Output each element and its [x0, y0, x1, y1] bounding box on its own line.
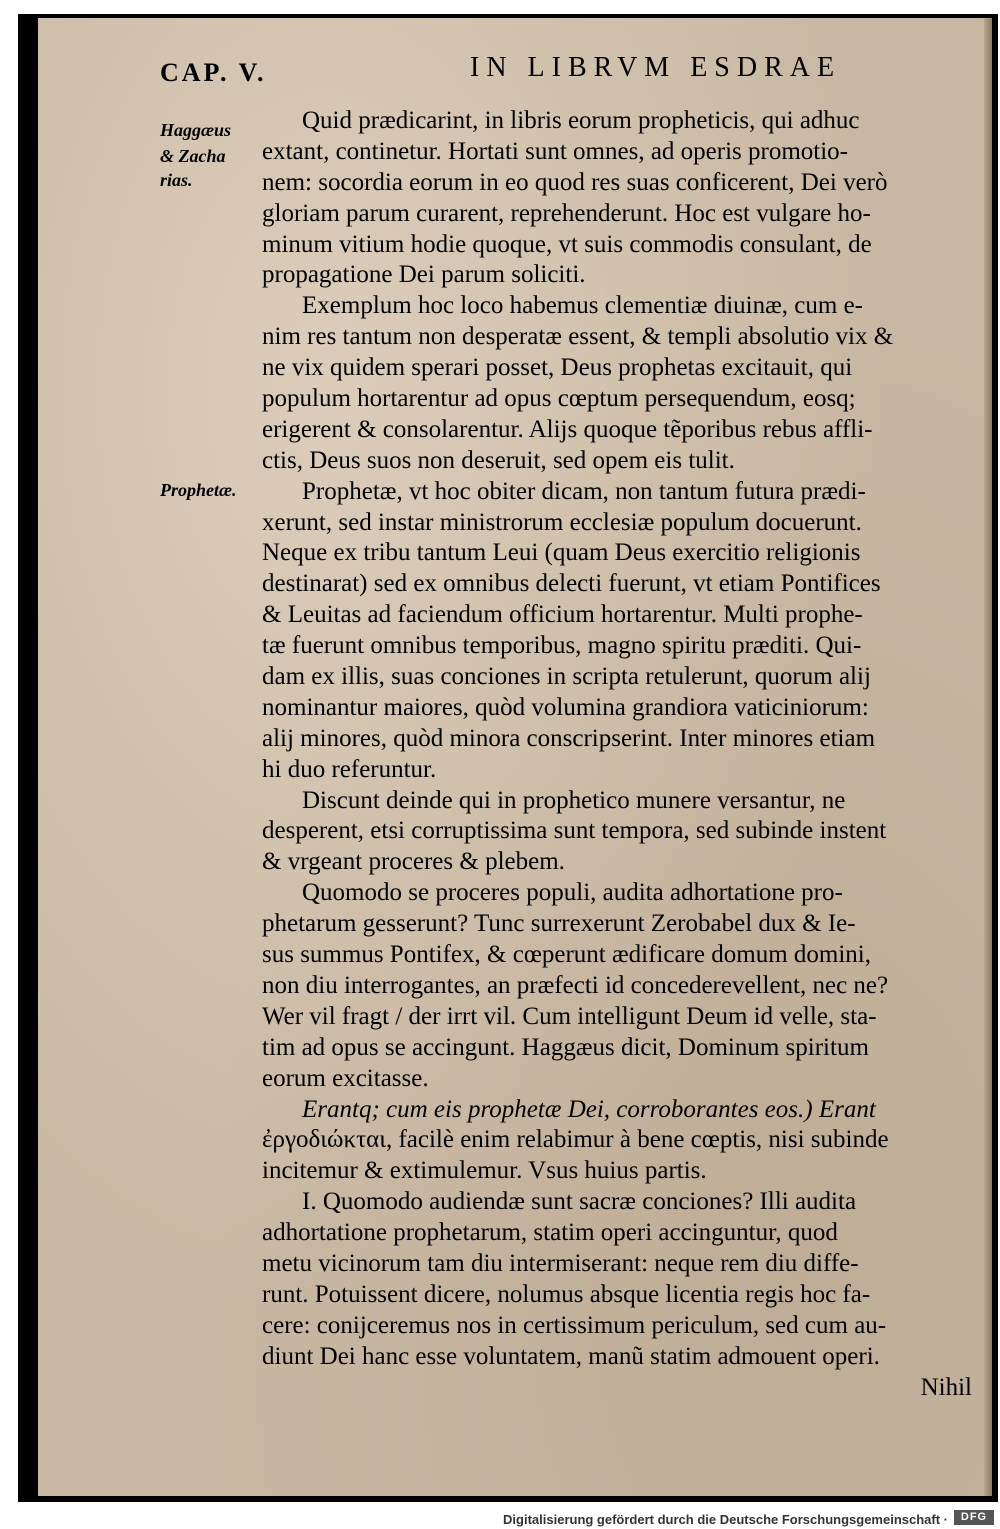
text-line: runt. Potuissent dicere, nolumus absque licentia regis hoc fa-: [262, 1280, 871, 1308]
text-line: ctis, Deus suos non deseruit, sed opem eis tulit.: [262, 446, 735, 474]
text-line: alij minores, quòd minora conscripserint. Inter minores etiam: [262, 724, 876, 752]
text-line: Prophetæ, vt hoc obiter dicam, non tantum futura prædi-: [302, 477, 866, 505]
text-line: non diu interrogantes, an præfecti id concederevellent, nec ne?: [262, 971, 889, 999]
text-line: diunt Dei hanc esse voluntatem, manũ statim admouent operi.: [262, 1342, 880, 1370]
chapter-heading: CAP. V.: [160, 58, 267, 87]
margin-note-haggaus-2: & Zacha: [160, 146, 226, 166]
text-line: Wer vil fragt / der irrt vil. Cum intelligunt Deum id velle, sta-: [262, 1002, 877, 1030]
text-line: eorum excitasse.: [262, 1064, 429, 1092]
text-line: propagatione Dei parum soliciti.: [262, 261, 586, 289]
text-line: Neque ex tribu tantum Leui (quam Deus exercitio religionis: [262, 539, 861, 567]
text-line: xerunt, sed instar ministrorum ecclesiæ populum docuerunt.: [262, 508, 862, 536]
text-line: dam ex illis, suas conciones in scripta retulerunt, quorum alij: [262, 663, 871, 691]
text-line: metu vicinorum tam diu intermiserant: neque rem diu diffe-: [262, 1249, 859, 1277]
text-line: erigerent & consolarentur. Alijs quoque tẽporibus rebus affli-: [262, 415, 873, 443]
running-head: [160, 48, 940, 88]
marginal-notes: [160, 0, 270, 1529]
text-line: nominantur maiores, quòd volumina grandiora vaticiniorum:: [262, 693, 869, 721]
text-line: hi duo referuntur.: [262, 755, 437, 783]
digitization-footer: [0, 1508, 1000, 1529]
text-line: extant, continetur. Hortati sunt omnes, ad operis promotio-: [262, 137, 848, 165]
text-line: Discunt deinde qui in prophetico munere versantur, ne: [302, 786, 846, 814]
text-line: tim ad opus se accingunt. Haggæus dicit, Dominum spiritum: [262, 1033, 869, 1061]
text-line: phetarum gesserunt? Tunc surrexerunt Zerobabel dux & Ie-: [262, 910, 856, 938]
margin-note-haggaus-3: rias.: [160, 170, 193, 190]
text-line: & Leuitas ad faciendum officium hortarentur. Multi prophe-: [262, 601, 863, 629]
text-line: destinarat) sed ex omnibus delecti fuerunt, vt etiam Pontifices: [262, 570, 881, 598]
text-line: Exemplum hoc loco habemus clementiæ diuinæ, cum e-: [302, 292, 863, 320]
text-line: nim res tantum non desperatæ essent, & templi absolutio vix &: [262, 323, 894, 351]
margin-note-haggaus-1: Haggæus: [160, 120, 232, 140]
text-line: Quomodo se proceres populi, audita adhortatione pro-: [302, 879, 843, 907]
body-text: [262, 106, 972, 1403]
text-line: incitemur & extimulemur. Vsus huius partis.: [262, 1157, 707, 1185]
book-title-heading: IN LIBRVM ESDRAE: [470, 52, 842, 83]
page-edge: [984, 18, 992, 1496]
text-line: populum hortarentur ad opus cœptum persequendum, eosq;: [262, 385, 856, 413]
text-line: gloriam parum curarent, reprehenderunt. Hoc est vulgare ho-: [262, 199, 871, 227]
funding-notice: Digitalisierung gefördert durch die Deutsche Forschungsgemeinschaft ·: [503, 1512, 948, 1527]
text-line: sus summus Pontifex, & cœperunt ædificare domum domini,: [262, 941, 871, 969]
text-line: minum vitium hodie quoque, vt suis commodis consulant, de: [262, 230, 872, 258]
text-line: & vrgeant proceres & plebem.: [262, 848, 565, 876]
text-line: Quid prædicarint, in libris eorum propheticis, qui adhuc: [302, 107, 860, 134]
text-line: ἐργοδιώκται, facilè enim relabimur à bene cœptis, nisi subinde: [262, 1126, 889, 1154]
catchword: Nihil: [920, 1373, 972, 1401]
text-line: ne vix quidem sperari posset, Deus prophetas excitauit, qui: [262, 354, 853, 382]
text-line: tæ fuerunt omnibus temporibus, magno spiritu præditi. Qui-: [262, 632, 862, 660]
text-line: cere: conijceremus nos in certissimum periculum, sed cum au-: [262, 1311, 887, 1339]
text-line: adhortatione prophetarum, statim operi accinguntur, quod: [262, 1219, 838, 1247]
text-line: Erantq; cum eis prophetæ Dei, corroborantes eos.) Erant: [302, 1095, 876, 1123]
dfg-logo-icon: DFG: [954, 1510, 994, 1525]
text-line: nem: socordia eorum in eo quod res suas conficerent, Dei verò: [262, 168, 888, 196]
text-line: desperent, etsi corruptissima sunt tempora, sed subinde instent: [262, 817, 887, 845]
text-line: I. Quomodo audiendæ sunt sacræ conciones? Illi audita: [302, 1188, 857, 1216]
margin-note-prophetae: Prophetæ.: [160, 480, 237, 500]
